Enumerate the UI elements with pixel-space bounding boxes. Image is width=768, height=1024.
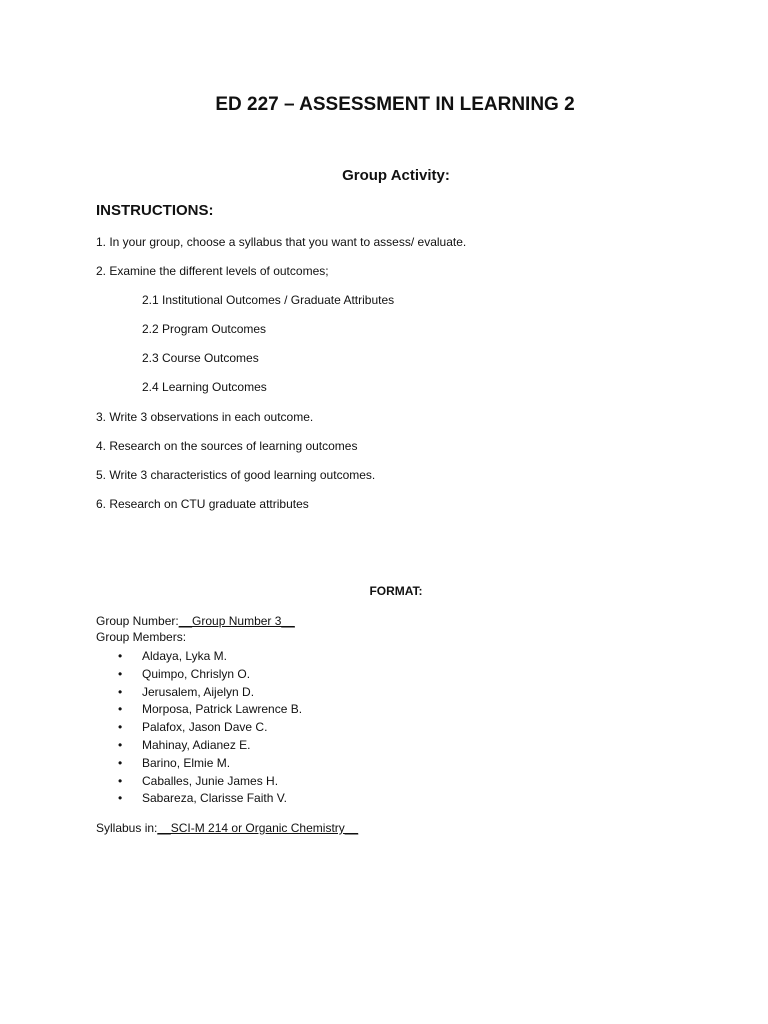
- bullet: •: [118, 773, 123, 788]
- bullet: •: [118, 737, 123, 752]
- format-heading: FORMAT:: [369, 584, 423, 598]
- bullet: •: [118, 720, 123, 735]
- activity-subtitle: Group Activity:: [342, 167, 450, 184]
- syllabus-value: __SCI-M 214 or Organic Chemistry__: [157, 821, 359, 835]
- group-number-field: [96, 614, 295, 628]
- bullet: •: [118, 649, 123, 663]
- bullet: •: [118, 702, 123, 717]
- instruction-item: 2. Examine the different levels of outcomes;: [96, 264, 329, 278]
- syllabus-field: [96, 821, 358, 835]
- instruction-subitem: 2.1 Institutional Outcomes / Graduate Attributes: [142, 293, 395, 307]
- member-name: Palafox, Jason Dave C.: [142, 720, 268, 735]
- instruction-item: 1. In your group, choose a syllabus that you want to assess/ evaluate.: [96, 235, 467, 249]
- group-number-value: __Group Number 3__: [178, 614, 295, 628]
- member-name: Quimpo, Chrislyn O.: [142, 666, 251, 681]
- member-name: Caballes, Junie James H.: [142, 773, 279, 788]
- instruction-subitem: 2.3 Course Outcomes: [142, 351, 259, 365]
- bullet: •: [118, 684, 123, 699]
- instruction-item: 5. Write 3 characteristics of good learning outcomes.: [96, 468, 376, 482]
- instruction-item: 4. Research on the sources of learning outcomes: [96, 439, 358, 453]
- member-name: Morposa, Patrick Lawrence B.: [142, 702, 303, 717]
- member-name: Jerusalem, Aijelyn D.: [142, 684, 255, 699]
- member-name: Barino, Elmie M.: [142, 755, 231, 770]
- instruction-item: 6. Research on CTU graduate attributes: [96, 497, 309, 511]
- instructions-heading: INSTRUCTIONS:: [96, 202, 214, 219]
- bullet: •: [118, 666, 123, 681]
- instruction-subitem: 2.2 Program Outcomes: [142, 322, 267, 336]
- bullet: •: [118, 755, 123, 770]
- group-members-label: Group Members:: [96, 630, 187, 644]
- syllabus-label: Syllabus in:: [96, 821, 158, 835]
- instruction-subitem: 2.4 Learning Outcomes: [142, 380, 267, 394]
- bullet: •: [118, 791, 123, 806]
- member-name: Sabareza, Clarisse Faith V.: [142, 791, 287, 806]
- member-name: Aldaya, Lyka M.: [142, 649, 227, 663]
- instruction-item: 3. Write 3 observations in each outcome.: [96, 410, 314, 424]
- member-name: Mahinay, Adianez E.: [142, 737, 251, 752]
- group-number-label: Group Number:: [96, 614, 179, 628]
- document-title: ED 227 – ASSESSMENT IN LEARNING 2: [215, 94, 575, 115]
